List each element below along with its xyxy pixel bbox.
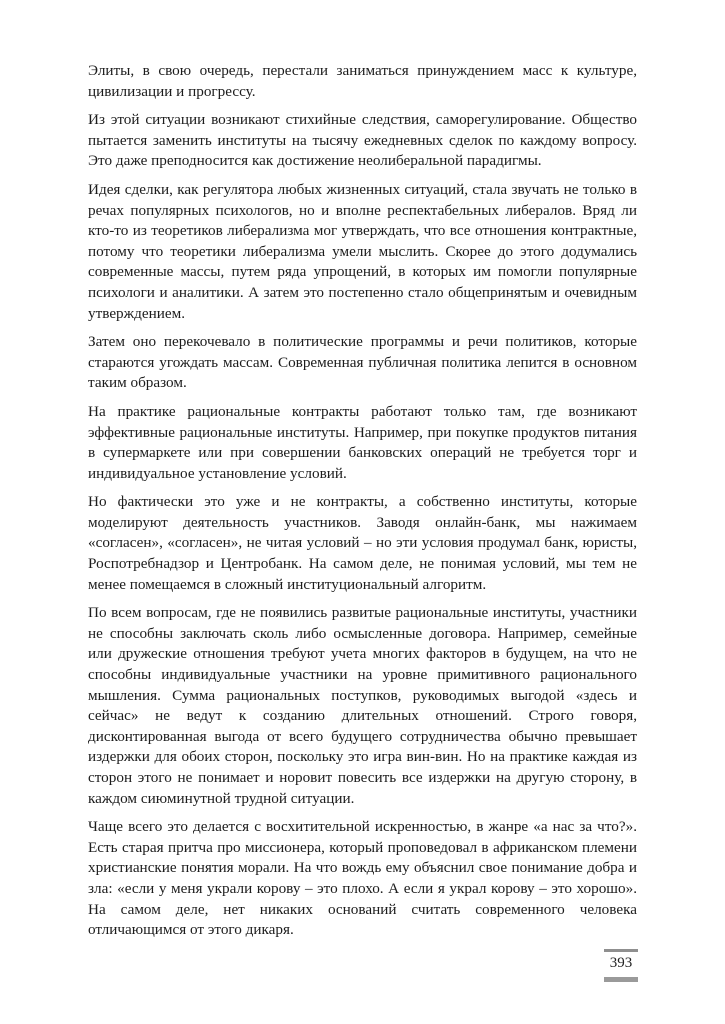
page-number-rule-bottom (604, 977, 638, 982)
paragraph: Идея сделки, как регулятора любых жизненных ситуаций, стала звучать не только в речах популярных психологов, но и вполне респектабельных либералов. Вряд ли кто-то из теоретиков либерализма мог утверждать, что все отношения контрактные, потому что теоретики либерализма умели мыслить. Скорее до этого додумались современные массы, путем ряда упрощений, в которых им помогли популярные психологи и аналитики. А затем это постепенно стало общепринятым и очевидным утверждением. (88, 180, 637, 322)
page-body (88, 61, 637, 949)
paragraph: Элиты, в свою очередь, перестали заниматься принуждением масс к культуре, цивилизации и прогрессу. (88, 62, 637, 100)
page-number: 393 (609, 955, 633, 971)
paragraph: Чаще всего это делается с восхитительной искренностью, в жанре «а нас за что?». Есть старая притча про миссионера, который проповедовал в африканском племени христианские понятия морали. На что вождь ему объяснил свое понимание добра и зла: «если у меня украли корову – это плохо. А если я украл корову – это хорошо». На самом деле, нет никаких оснований считать современного человека отличающимся от этого дикаря. (88, 818, 637, 939)
paragraph: По всем вопросам, где не появились развитые рациональные институты, участники не способны заключать сколь либо осмысленные договора. Например, семейные или дружеские отношения требуют учета многих факторов в будущем, на что не способны индивидуальные участники на уровне примитивного рационального мышления. Сумма рациональных поступков, руководимых выгодой «здесь и сейчас» не ведут к созданию длительных отношений. Строго говоря, дисконтированная выгода от всего будущего сотрудничества обычно превышает издержки для обоих сторон, поскольку это игра вин-вин. Но на практике каждая из сторон этого не понимает и норовит повесить все издержки на другую сторону, в каждом сиюминутной трудной ситуации. (88, 604, 637, 807)
paragraph: Затем оно перекочевало в политические программы и речи политиков, которые стараются угождать массам. Современная публичная политика лепится в основном таким образом. (88, 333, 637, 392)
paragraph: Из этой ситуации возникают стихийные следствия, саморегулирование. Общество пытается заменить институты на тысячу ежедневных сделок по каждому вопросу. Это даже преподносится как достижение неолиберальной парадигмы. (88, 111, 637, 170)
page-number-rule-top (604, 949, 638, 952)
paragraph: Но фактически это уже и не контракты, а собственно институты, которые моделируют деятельность участников. Заводя онлайн-банк, мы нажимаем «согласен», «согласен», не читая условий – но эти условия продумал банк, юристы, Роспотребнадзор и Центробанк. На самом деле, не понимая условий, мы тем не менее помещаемся в сложный институциональный алгоритм. (88, 493, 637, 593)
page-number-block (604, 949, 638, 982)
paragraph: На практике рациональные контракты работают только там, где возникают эффективные рациональные институты. Например, при покупке продуктов питания в супермаркете или при совершении банковских операций не требуется торг и индивидуальное установление условий. (88, 402, 637, 482)
